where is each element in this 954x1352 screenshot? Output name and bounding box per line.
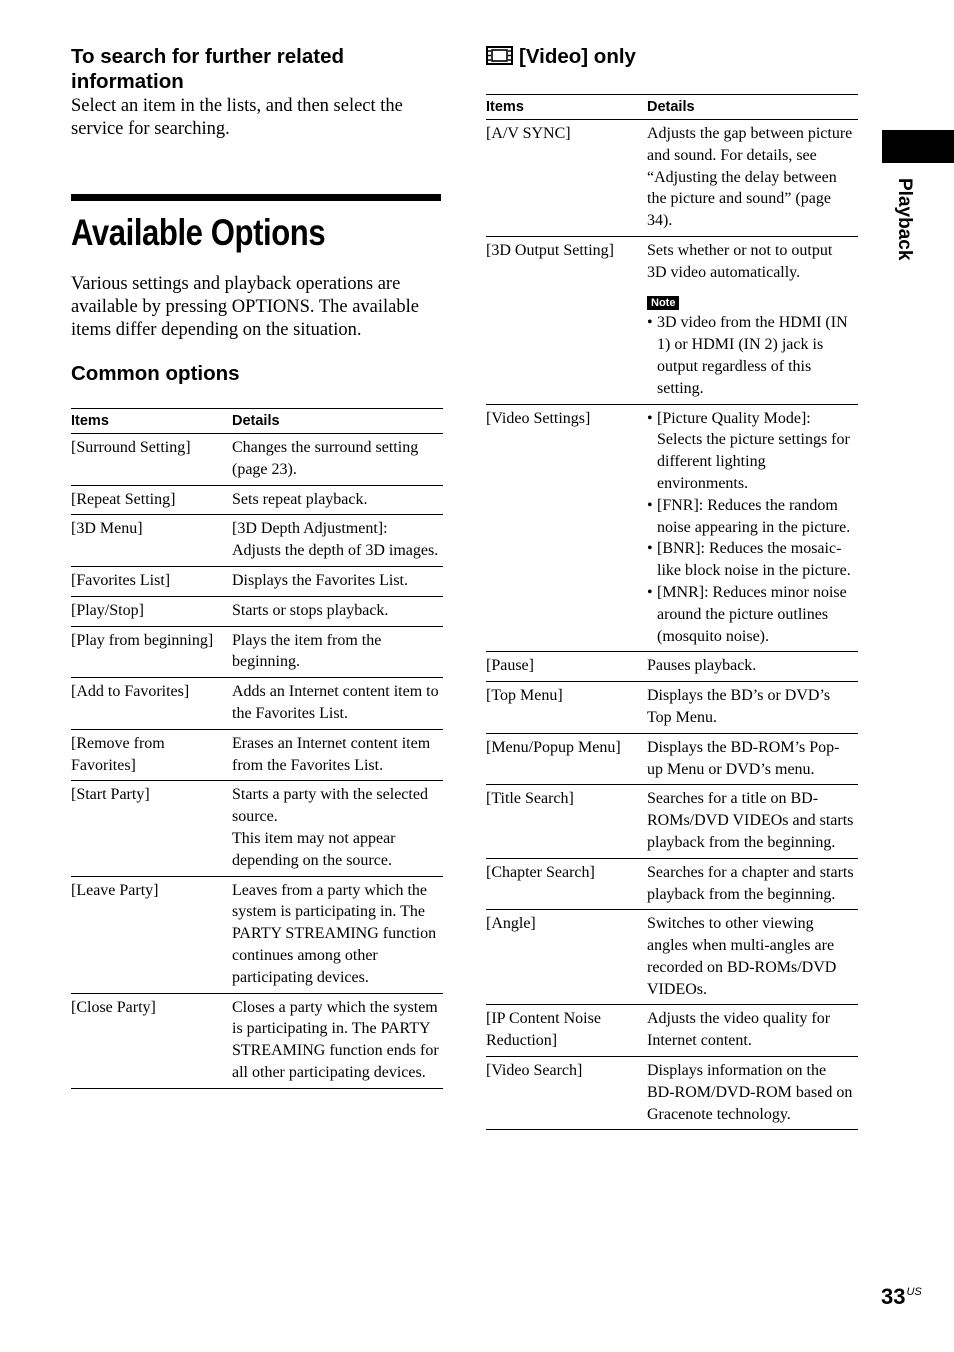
details-cell (232, 678, 443, 730)
details-text: Searches for a title on BD-ROMs/DVD VIDEOs and starts playback from the beginning. (647, 790, 854, 851)
film-icon (486, 46, 513, 71)
right-column (486, 44, 858, 1130)
item-cell: [Add to Favorites] (71, 678, 232, 730)
item-cell: [3D Output Setting] (486, 236, 647, 404)
bullet-item: • [FNR]: Reduces the random noise appearing in the picture. (647, 495, 854, 539)
details-cell (647, 733, 858, 785)
table-row (486, 236, 858, 404)
item-cell: [Close Party] (71, 993, 232, 1088)
details-cell (647, 1005, 858, 1057)
page-number-value: 33 (881, 1284, 906, 1309)
table-row (71, 626, 443, 678)
details-text: Displays information on the BD-ROM/DVD-ROM based on Gracenote technology. (647, 1062, 853, 1123)
item-cell: [Play from beginning] (71, 626, 232, 678)
intro-text: Various settings and playback operations are available by pressing OPTIONS. The available items differ depending on the situation. (71, 274, 419, 340)
bullet-list (647, 408, 854, 648)
left-column (71, 44, 443, 1089)
details-text: Displays the BD’s or DVD’s Top Menu. (647, 687, 831, 726)
page-title: Available Options (71, 212, 326, 253)
bullet-item: • [Picture Quality Mode]: Selects the picture settings for different lighting environments. (647, 408, 854, 495)
bullet-item: • 3D video from the HDMI (IN 1) or HDMI (IN 2) jack is output regardless of this setting. (647, 312, 854, 399)
item-cell: [Menu/Popup Menu] (486, 733, 647, 785)
details-text: Pauses playback. (647, 657, 757, 675)
note-badge: Note (647, 296, 679, 310)
details-text: Closes a party which the system is participating in. The PARTY STREAMING function ends for all other participating devices. (232, 998, 439, 1081)
item-cell: [Play/Stop] (71, 596, 232, 626)
details-text: Plays the item from the beginning. (232, 631, 382, 671)
item-cell: [A/V SYNC] (486, 120, 647, 237)
details-text: Displays the Favorites List. (232, 571, 408, 589)
item-cell: [Surround Setting] (71, 434, 232, 486)
search-heading: To search for further related information (71, 45, 345, 93)
details-cell (232, 781, 443, 876)
details-text: Adds an Internet content item to the Favorites List. (232, 683, 439, 722)
details-text: Sets whether or not to output 3D video automatically. (647, 241, 833, 281)
details-text: Switches to other viewing angles when multi-angles are recorded on BD-ROMs/DVD VIDEOs. (647, 915, 837, 998)
details-text: This item may not appear depending on the source. (232, 829, 396, 869)
item-cell: [Title Search] (486, 785, 647, 858)
item-cell: [Repeat Setting] (71, 485, 232, 515)
details-cell (232, 626, 443, 678)
item-cell: [Pause] (486, 652, 647, 682)
details-cell (647, 785, 858, 858)
table-row (486, 785, 858, 858)
details-text: Displays the BD-ROM’s Pop-up Menu or DVD’s menu. (647, 738, 840, 778)
details-text: Adjusts the gap between picture and sound. For details, see “Adjusting the delay between the picture and sound” (page 34). (647, 125, 853, 230)
table-row (71, 485, 443, 515)
item-cell: [Angle] (486, 910, 647, 1005)
details-column-header: Details (232, 409, 443, 434)
details-column-header: Details (647, 95, 858, 120)
details-cell (232, 729, 443, 781)
table-row (71, 566, 443, 596)
details-text: Starts a party with the selected source. (232, 786, 428, 826)
table-row (71, 993, 443, 1088)
table-row (71, 876, 443, 993)
table-row (486, 733, 858, 785)
details-cell (232, 596, 443, 626)
items-column-header: Items (486, 95, 647, 120)
details-cell (647, 682, 858, 734)
details-cell (647, 652, 858, 682)
table-row (71, 434, 443, 486)
common-options-table (71, 408, 443, 1089)
page-number (881, 1284, 922, 1310)
page-number-suffix: US (906, 1286, 922, 1298)
item-cell: [Video Settings] (486, 404, 647, 652)
details-text: Sets repeat playback. (232, 490, 368, 508)
table-row (486, 1005, 858, 1057)
table-row (71, 515, 443, 567)
details-cell (647, 236, 858, 404)
details-cell (647, 858, 858, 910)
item-cell: [Chapter Search] (486, 858, 647, 910)
table-row (486, 1057, 858, 1130)
details-cell (647, 1057, 858, 1130)
details-cell (647, 404, 858, 652)
table-row (486, 652, 858, 682)
table-row (486, 120, 858, 237)
bullet-item: • [MNR]: Reduces minor noise around the picture outlines (mosquito noise). (647, 582, 854, 647)
details-text: [3D Depth Adjustment]: Adjusts the depth of 3D images. (232, 520, 439, 560)
table-row (71, 596, 443, 626)
details-text: Adjusts the video quality for Internet content. (647, 1010, 831, 1050)
bullet-item: • [BNR]: Reduces the mosaic-like block noise in the picture. (647, 538, 854, 582)
video-options-table (486, 94, 858, 1130)
details-cell (232, 566, 443, 596)
details-text: Leaves from a party which the system is participating in. The PARTY STREAMING function continues among other participating devices. (232, 881, 437, 986)
table-row (486, 682, 858, 734)
section-tab-marker (882, 130, 954, 163)
table-header-row (71, 409, 443, 434)
table-header-row (486, 95, 858, 120)
details-cell (232, 993, 443, 1088)
details-cell (232, 434, 443, 486)
details-cell (232, 876, 443, 993)
common-options-heading: Common options (71, 362, 240, 385)
video-only-heading (486, 44, 858, 71)
details-cell (232, 515, 443, 567)
details-text: Searches for a chapter and starts playback from the beginning. (647, 863, 854, 903)
item-cell: [Start Party] (71, 781, 232, 876)
details-cell (647, 120, 858, 237)
details-cell (647, 910, 858, 1005)
table-row (486, 858, 858, 910)
table-row (71, 729, 443, 781)
search-text: Select an item in the lists, and then select the service for searching. (71, 96, 403, 139)
details-cell (232, 485, 443, 515)
table-row (486, 910, 858, 1005)
table-row (71, 781, 443, 876)
table-row (486, 404, 858, 652)
items-column-header: Items (71, 409, 232, 434)
section-tab-label: Playback (894, 178, 915, 261)
title-rule (71, 194, 441, 201)
item-cell: [IP Content Noise Reduction] (486, 1005, 647, 1057)
bullet-list (647, 312, 854, 399)
details-text: Starts or stops playback. (232, 601, 389, 619)
item-cell: [Favorites List] (71, 566, 232, 596)
item-cell: [Top Menu] (486, 682, 647, 734)
details-text: Changes the surround setting (page 23). (232, 439, 419, 478)
table-row (71, 678, 443, 730)
item-cell: [3D Menu] (71, 515, 232, 567)
item-cell: [Remove from Favorites] (71, 729, 232, 781)
video-only-heading-text: [Video] only (519, 45, 636, 68)
details-text: Erases an Internet content item from the Favorites List. (232, 734, 431, 774)
item-cell: [Video Search] (486, 1057, 647, 1130)
item-cell: [Leave Party] (71, 876, 232, 993)
